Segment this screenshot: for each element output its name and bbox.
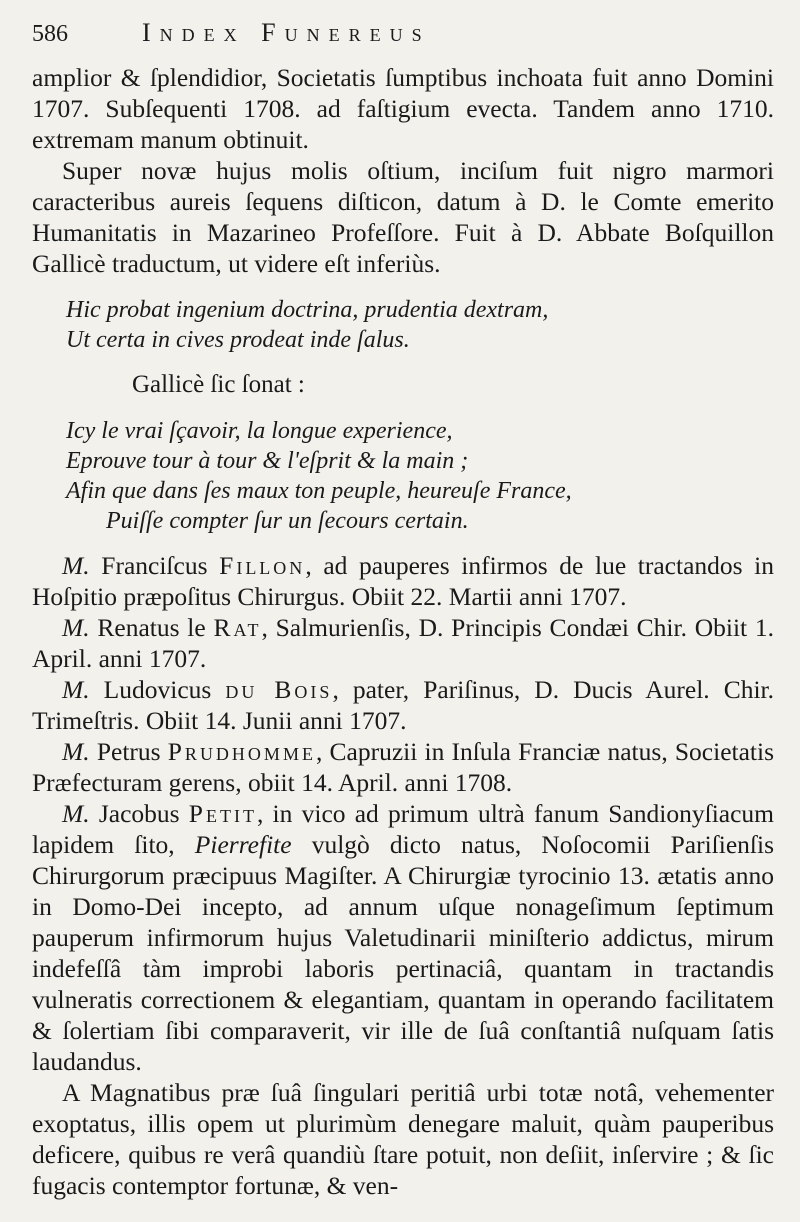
entry-surname: Prudhomme: [167, 737, 316, 766]
intro-paragraph: amplior & ſplendidior, Societatis ſumptibus inchoata fuit anno Domini 1707. Subſequenti 1708. ad faſtigium evecta. Tandem anno 1710. extremam manum obtinuit.: [32, 63, 774, 154]
intro-paragraph: Super novæ hujus molis oſtium, inciſum fuit nigro marmori caracteribus aureis ſequens diſticon, datum à D. le Comte emerito Humanitatis in Mazarineo Profeſſore. Fuit à D. Abbate Boſquillon Gallicè traductum, ut videre eſt inferiùs.: [32, 156, 774, 278]
entry-text: vulgò dicto natus, Noſocomii Pariſienſis Chirurgorum præcipuus Magiſter. A Chirurgiæ tyrocinio 13. ætatis anno in Domo-Dei incepto, ad annum uſque nonageſimum ſeptimum pauperum infirmorum hujus Valetudinarii miniſterio addictus, mirum indefeſſâ tàm improbi laboris pertinaciâ, quantam in tractandis vulneratis correctionem & elegantiam, quantam in operando facilitatem & ſolertiam ſibi comparaverit, vir ille de ſuâ conſtantiâ nuſquam ſatis laudandus.: [32, 830, 774, 1076]
french-verse: [32, 416, 774, 536]
obituary-entry: [32, 550, 774, 612]
latin-distich: [32, 295, 774, 355]
entry-prefix: M.: [62, 799, 90, 828]
verse-line: Icy le vrai ſçavoir, la longue experience,: [66, 418, 453, 444]
entry-prefix: M.: [62, 737, 90, 766]
entry-text: , pater, Pariſinus, D. Ducis Aurel. Chir. Trimeſtris. Obiit 14. Junii anni 1707.: [32, 675, 775, 735]
running-title: Index Funereus: [142, 18, 431, 47]
entry-surname: du Bois: [225, 675, 333, 704]
entry-prefix: M.: [62, 675, 90, 704]
verse-line: Ut certa in cives prodeat inde ſalus.: [66, 327, 410, 353]
entry-text: , Capruzii in Inſula Franciæ natus, Societatis Præfecturam gerens, obiit 14. April. anni 1708.: [32, 737, 775, 797]
obituary-entries: [32, 550, 774, 1201]
obituary-entry: [32, 612, 774, 674]
entry-text: , ad pauperes infirmos de lue tractandos in Hoſpitio præpoſitus Chirurgus. Obiit 22. Martii anni 1707.: [32, 551, 775, 611]
entry-place-name: Pierrefite: [194, 830, 292, 859]
entry-prefix: M.: [62, 551, 90, 580]
entry-given-name: Petrus: [96, 737, 161, 766]
entry-given-name: Renatus le: [97, 613, 206, 642]
entry-prefix: M.: [62, 613, 90, 642]
entry-text-before: , in vico ad primum ultrà fanum Sandionyſiacum lapidem ſito,: [32, 799, 775, 859]
entry-given-name: Ludovicus: [103, 675, 212, 704]
verse-line: Eprouve tour à tour & l'eſprit & la main ;: [66, 448, 469, 474]
obituary-entry: [32, 674, 774, 736]
closing-paragraph: A Magnatibus præ ſuâ ſingulari peritiâ urbi totæ notâ, vehementer exoptatus, illis opem ut plurimùm denegare maluit, quàm pauperibus deficere, quibus re verâ quandiù ſtare potuit, non deſiit, inſervire ; & ſic fugacis contemptor fortunæ, & ven-: [32, 1078, 774, 1200]
entry-surname: Rat: [213, 613, 262, 642]
gallice-label: Gallicè ſic ſonat :: [132, 371, 305, 398]
obituary-entry: [32, 798, 774, 1077]
entry-surname: Fillon: [219, 551, 306, 580]
entry-given-name: Jacobus: [98, 799, 180, 828]
page-header: [32, 18, 774, 62]
entry-text: , Salmurienſis, D. Principis Condæi Chir. Obiit 1. April. anni 1707.: [32, 613, 774, 673]
verse-line: Puiſſe compter ſur un ſecours certain.: [106, 508, 469, 534]
intro-text: [32, 62, 774, 279]
verse-line: Afin que dans ſes maux ton peuple, heureuſe France,: [66, 478, 572, 504]
page-number: 586: [32, 21, 68, 47]
entry-given-name: Franciſcus: [101, 551, 208, 580]
entry-surname: Petit: [188, 799, 257, 828]
obituary-entry: [32, 736, 774, 798]
verse-line: Hic probat ingenium doctrina, prudentia dextram,: [66, 297, 549, 323]
